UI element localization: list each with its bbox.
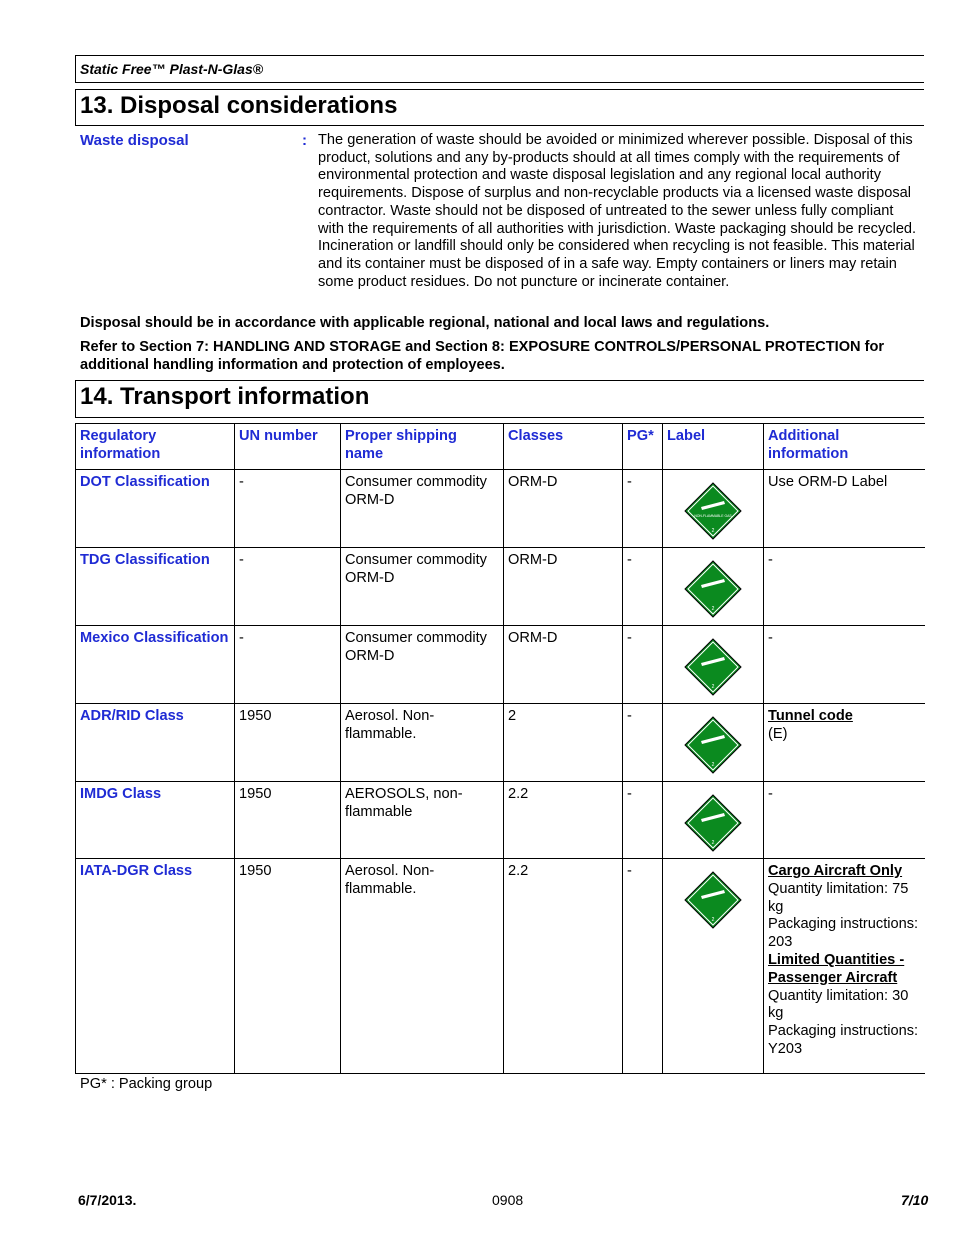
regulatory-cell: IMDG Class [76,782,235,859]
hazard-class-number: 2 [711,917,715,923]
nonflammable-gas-diamond-icon [684,871,742,929]
shipping-name-cell: Aerosol. Non-flammable. [341,704,504,782]
col-header: Proper shipping name [341,424,504,470]
hazard-class-number: 2 [711,762,715,768]
regulatory-cell: TDG Classification [76,548,235,626]
pg-cell: - [623,704,663,782]
section-13-title: 13. Disposal considerations [75,89,924,126]
col-header: Additional information [764,424,925,470]
packing-group-footnote: PG* : Packing group [80,1076,213,1092]
hazard-label-text: NON-FLAMMABLE GAS [694,514,732,518]
table-row [76,704,925,782]
shipping-name-cell: Aerosol. Non-flammable. [341,859,504,1074]
classes-cell: ORM-D [504,470,623,548]
table-row [76,470,925,548]
regulatory-cell: IATA-DGR Class [76,859,235,1074]
col-header: PG* [623,424,663,470]
disposal-note: Disposal should be in accordance with applicable regional, national and local laws and regulations. [80,315,770,331]
label-cell [663,782,764,859]
shipping-name-cell: Consumer commodity ORM-D [341,470,504,548]
waste-disposal-colon: : [302,132,307,149]
nonflammable-gas-diamond-icon [684,482,742,540]
classes-cell: 2.2 [504,859,623,1074]
additional-cell: Use ORM-D Label [764,470,925,548]
un-number-cell: - [235,626,341,704]
label-cell [663,859,764,1074]
additional-cell [764,704,925,782]
waste-disposal-label: Waste disposal [80,132,189,149]
additional-cell [764,859,925,1074]
classes-cell: 2.2 [504,782,623,859]
hazard-class-number: 2 [711,606,715,612]
classes-cell: ORM-D [504,626,623,704]
nonflammable-gas-diamond-icon [684,638,742,696]
refer-section-note: Refer to Section 7: HANDLING AND STORAGE and Section 8: EXPOSURE CONTROLS/PERSONAL PROTECTION for additional handling information and protection of employees. [80,339,885,373]
shipping-name-cell: Consumer commodity ORM-D [341,626,504,704]
tunnel-code-value: (E) [768,725,788,742]
label-cell [663,548,764,626]
pg-cell: - [623,548,663,626]
label-cell [663,470,764,548]
pg-cell: - [623,782,663,859]
nonflammable-gas-diamond-icon [684,794,742,852]
regulatory-cell: DOT Classification [76,470,235,548]
passenger-packaging-instructions: Packaging instructions: Y203 [768,1023,919,1057]
table-row [76,626,925,704]
col-header: UN number [235,424,341,470]
un-number-cell: 1950 [235,782,341,859]
col-header: Regulatory information [76,424,235,470]
cargo-quantity-limitation: Quantity limitation: 75 kg [768,880,909,915]
nonflammable-gas-diamond-icon [684,560,742,618]
transport-table [75,423,925,1074]
table-row [76,782,925,859]
shipping-name-cell: AEROSOLS, non-flammable [341,782,504,859]
additional-cell: - [764,782,925,859]
col-header: Label [663,424,764,470]
footer-date: 6/7/2013. [78,1192,137,1208]
section-14-title: 14. Transport information [75,380,924,418]
waste-disposal-text: The generation of waste should be avoided or minimized wherever possible. Disposal of this product, solutions and any by-products should at all times comply with the requirements of environmental protection and waste disposal legislation and any regional local authority requirements. Dispose of surplus and non-recyclable products via a licensed waste disposal contractor. Waste should not be disposed of untreated to the sewer unless fully compliant with the requirements of all authorities with jurisdiction. Waste packaging should be recycled. Incineration or landfill should only be considered when recycling is not feasible. This material and its container must be disposed of in a safe way. Empty containers or liners may retain some product residues. Do not puncture or incinerate container. [318,132,917,290]
table-header-row [76,424,925,470]
pg-cell: - [623,859,663,1074]
un-number-cell: - [235,548,341,626]
product-name: Static Free™ Plast-N-Glas® [80,61,264,77]
footer-page-number: 7/10 [901,1192,929,1208]
shipping-name-cell: Consumer commodity ORM-D [341,548,504,626]
classes-cell: 2 [504,704,623,782]
un-number-cell: 1950 [235,704,341,782]
document-header [75,55,924,83]
hazard-class-number: 2 [711,684,715,690]
footer-code: 0908 [492,1192,524,1208]
passenger-quantity-limitation: Quantity limitation: 30 kg [768,987,909,1022]
cargo-aircraft-heading: Cargo Aircraft Only [768,863,903,879]
table-row [76,859,925,1074]
tunnel-code-heading: Tunnel code [768,708,853,724]
regulatory-cell: ADR/RID Class [76,704,235,782]
hazard-class-number: 2 [711,840,715,846]
table-row [76,548,925,626]
nonflammable-gas-diamond-icon [684,716,742,774]
pg-cell: - [623,470,663,548]
classes-cell: ORM-D [504,548,623,626]
regulatory-cell: Mexico Classification [76,626,235,704]
label-cell [663,626,764,704]
col-header: Classes [504,424,623,470]
un-number-cell: - [235,470,341,548]
additional-cell: - [764,548,925,626]
cargo-packaging-instructions: Packaging instructions: 203 [768,916,919,951]
limited-quantities-heading: Limited Quantities - Passenger Aircraft [768,951,905,986]
pg-cell: - [623,626,663,704]
un-number-cell: 1950 [235,859,341,1074]
hazard-class-number: 2 [711,528,715,534]
label-cell [663,704,764,782]
additional-cell: - [764,626,925,704]
